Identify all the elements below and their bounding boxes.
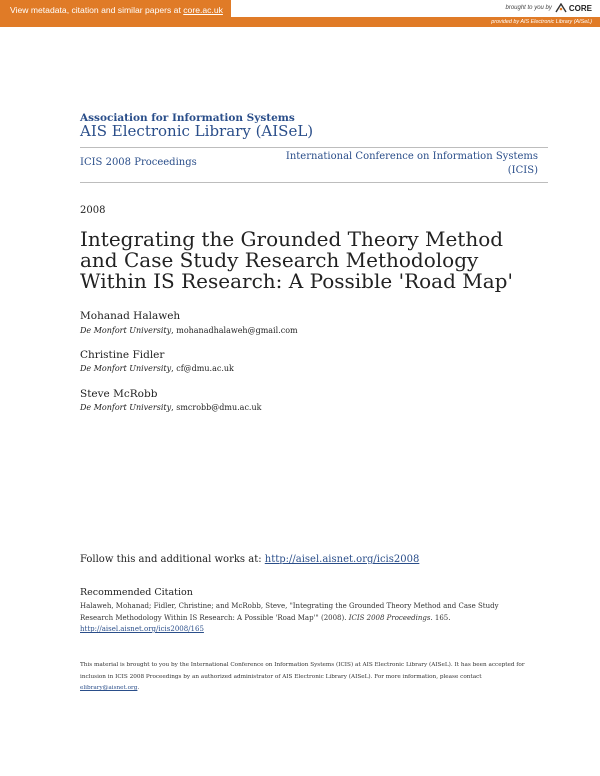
follow-works [80, 554, 419, 565]
author-email: , cf@dmu.ac.uk [171, 364, 234, 373]
core-metadata-text: View metadata, citation and similar papers at [10, 5, 181, 15]
author-name: Mohanad Halaweh [80, 310, 181, 322]
author-affiliation [80, 364, 234, 373]
conference-abbrev: (ICIS) [507, 165, 538, 176]
paper-title: Integrating the Grounded Theory Method and Case Study Research Methodology Within IS Research: A Possible 'Road Map' [80, 227, 513, 293]
citation-text: Halaweh, Mohanad; Fidler, Christine; and McRobb, Steve, "Integrating the Grounded Theory Method and Case Study Research Methodology Within IS Research: A Possible 'Road Map'" (2008). [80, 602, 499, 622]
publication-year: 2008 [80, 205, 106, 216]
citation-number: . 165. [430, 613, 451, 622]
author-affiliation [80, 403, 261, 412]
follow-link[interactable]: http://aisel.aisnet.org/icis2008 [264, 554, 420, 565]
conference-link[interactable] [278, 150, 538, 178]
core-banner [0, 0, 600, 28]
divider-top [80, 147, 548, 148]
copyright-notice [80, 660, 530, 695]
core-logo-icon [555, 3, 567, 13]
author-email: , smcrobb@dmu.ac.uk [171, 403, 262, 412]
conference-name: International Conference on Information Systems [285, 151, 538, 162]
core-logo-text: CORE [568, 3, 592, 13]
author-name: Christine Fidler [80, 349, 165, 361]
proceedings-link[interactable]: ICIS 2008 Proceedings [80, 157, 197, 168]
author-name: Steve McRobb [80, 388, 158, 400]
author-university: De Monfort University [80, 326, 172, 335]
follow-text: Follow this and additional works at: [80, 554, 262, 565]
notice-end: . [137, 685, 140, 691]
author-university: De Monfort University [80, 364, 172, 373]
association-name[interactable]: Association for Information Systems [80, 112, 295, 124]
core-link[interactable]: core.ac.uk [183, 5, 223, 15]
library-name[interactable]: AIS Electronic Library (AISeL) [80, 122, 314, 140]
citation-link[interactable]: http://aisel.aisnet.org/icis2008/165 [80, 625, 204, 633]
notice-text: This material is brought to you by the International Conference on Information Systems (ICIS) at AIS Electronic Library (AISeL). It has been accepted for inclusion in ICIS 2008 Proceedings by an authorized administrator of AIS Electronic Library (AISeL). For more information, please contact [80, 662, 525, 680]
author-university: De Monfort University [80, 403, 172, 412]
citation-proceedings: ICIS 2008 Proceedings [348, 613, 431, 622]
divider-bottom [80, 182, 548, 183]
author-affiliation [80, 326, 298, 335]
author-email: , mohanadhalaweh@gmail.com [171, 326, 298, 335]
recommended-citation [80, 601, 520, 636]
brought-to-you-text: brought to you by [505, 5, 552, 11]
core-brought-by[interactable] [506, 3, 593, 13]
core-logo[interactable] [555, 3, 592, 13]
contact-email-link[interactable]: elibrary@aisnet.org [80, 685, 138, 691]
recommended-citation-heading: Recommended Citation [80, 587, 193, 598]
core-provided-by: provided by AIS Electronic Library (AISeL) [0, 17, 600, 27]
